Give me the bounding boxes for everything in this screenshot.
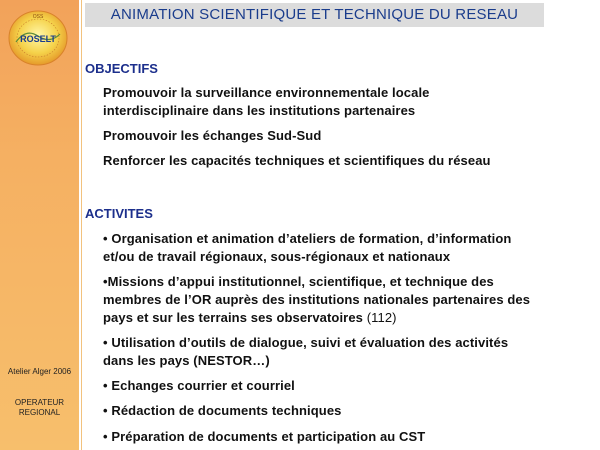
footer-operator-b: REGIONAL bbox=[18, 408, 61, 417]
section-heading-objectifs: OBJECTIFS bbox=[85, 61, 158, 76]
activite-item bbox=[103, 230, 593, 266]
roselt-logo bbox=[6, 8, 70, 68]
sidebar-divider-line bbox=[81, 0, 82, 450]
activite-item: • Echanges courrier et courriel bbox=[103, 378, 295, 393]
activite-item-line: membres de l’OR auprès des institutions nationales partenaires des bbox=[103, 292, 531, 307]
activite-item-line: • Utilisation d’outils de dialogue, suivi et évaluation des activités bbox=[103, 335, 509, 350]
objectif-item-line: Promouvoir la surveillance environnementale locale bbox=[103, 85, 430, 100]
logo-ring-text: OSS bbox=[32, 14, 44, 20]
activite-item-ref: (112) bbox=[363, 310, 397, 325]
activite-item-line: •Missions d’appui institutionnel, scientifique, et technique des bbox=[103, 274, 494, 289]
section-heading-activites: ACTIVITES bbox=[85, 206, 153, 221]
activite-item bbox=[103, 273, 593, 327]
page-title: ANIMATION SCIENTIFIQUE ET TECHNIQUE DU RESEAU bbox=[85, 3, 544, 27]
objectif-item: Renforcer les capacités techniques et scientifiques du réseau bbox=[103, 153, 491, 168]
logo-text: ROSELT bbox=[20, 34, 56, 44]
sidebar bbox=[0, 0, 79, 450]
activite-item: • Rédaction de documents techniques bbox=[103, 403, 342, 418]
objectif-item: Promouvoir les échanges Sud-Sud bbox=[103, 128, 322, 143]
activite-item bbox=[103, 334, 593, 370]
footer-operator-a: OPERATEUR bbox=[14, 398, 65, 407]
footer-event: Atelier Alger 2006 bbox=[7, 367, 72, 376]
activite-item-line: • Organisation et animation d’ateliers de formation, d’information bbox=[103, 231, 512, 246]
objectif-item bbox=[103, 84, 593, 120]
activite-item-line: et/ou de travail régionaux, sous-régionaux et nationaux bbox=[103, 249, 451, 264]
activite-item: • Préparation de documents et participation au CST bbox=[103, 429, 426, 444]
activite-item-line: dans les pays (NESTOR…) bbox=[103, 353, 270, 368]
activite-item-text: pays et sur les terrains ses observatoires bbox=[103, 310, 364, 325]
objectif-item-line: interdisciplinaire dans les institutions partenaires bbox=[103, 103, 416, 118]
activite-item-line bbox=[103, 309, 593, 327]
